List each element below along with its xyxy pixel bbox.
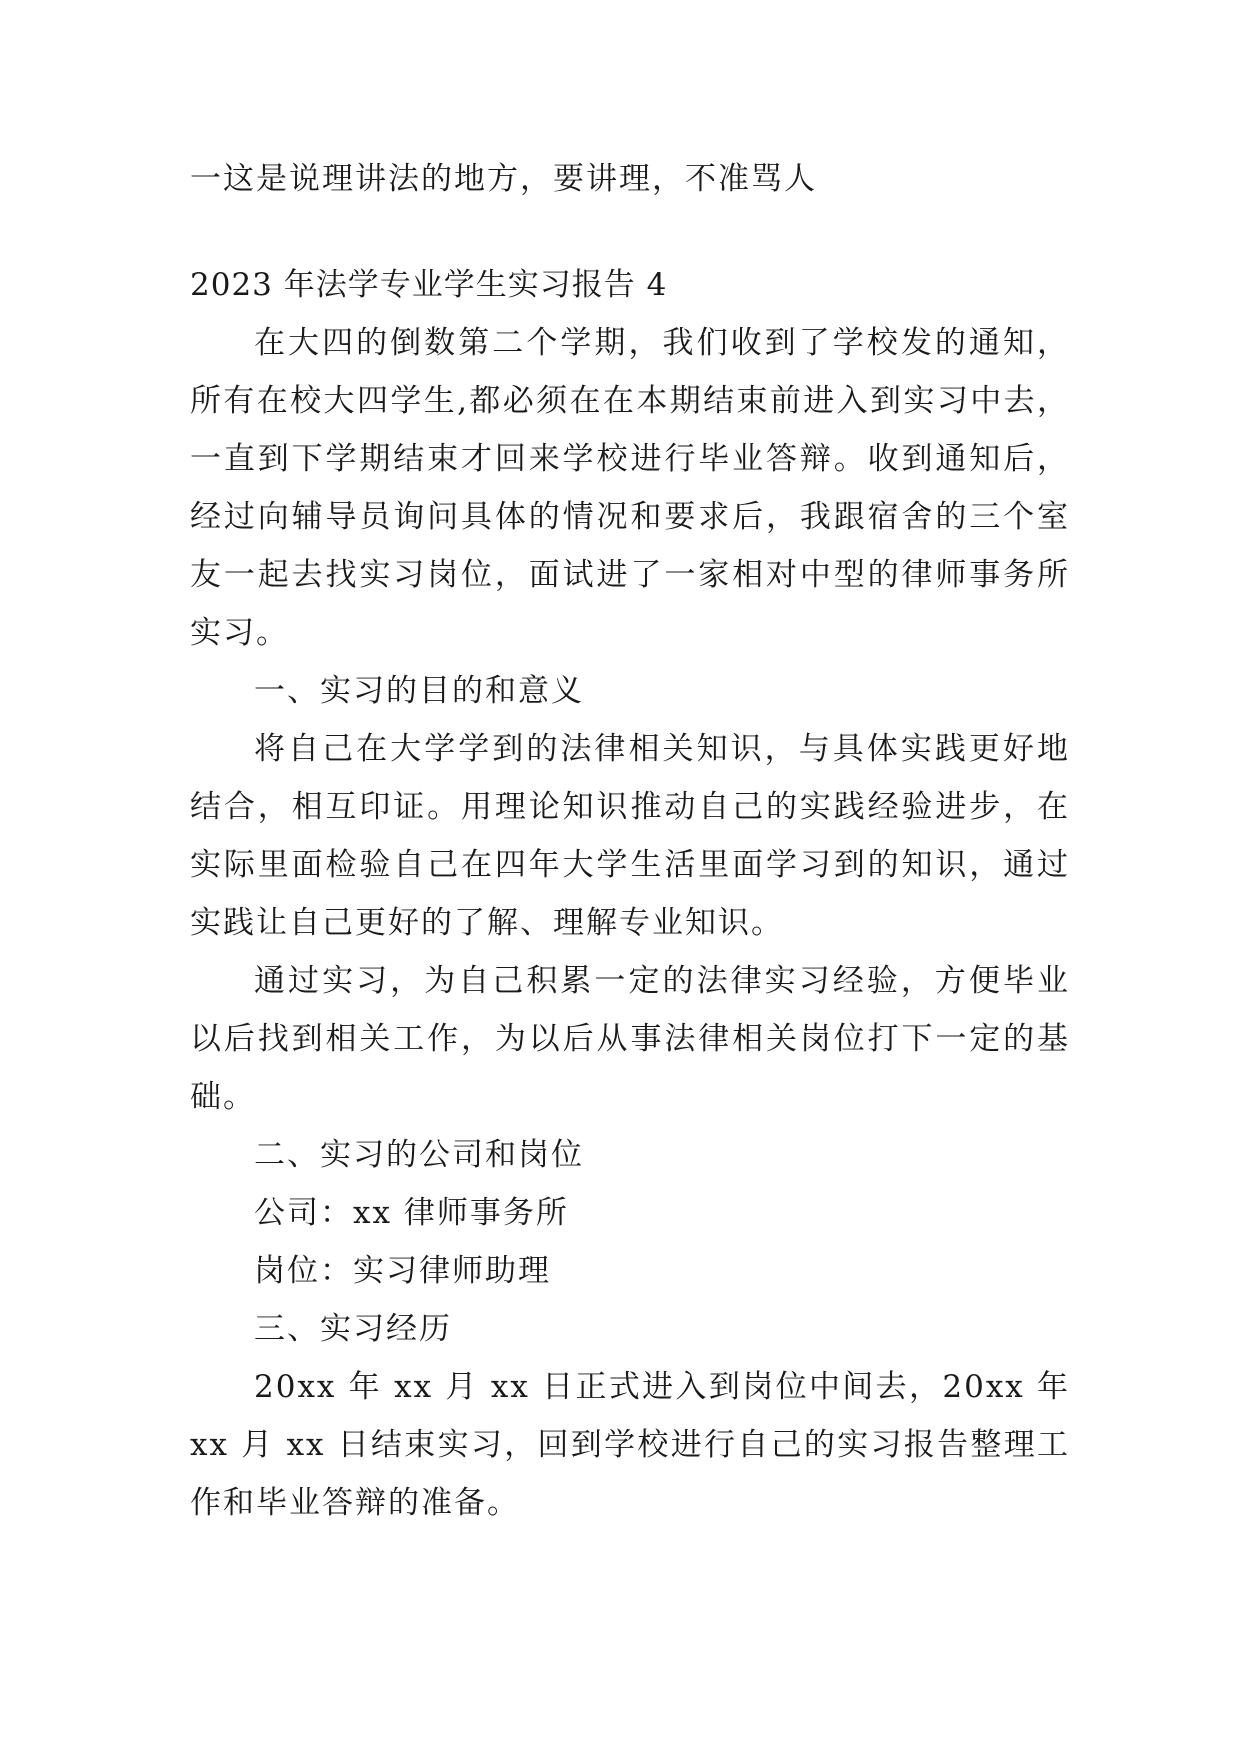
purpose-paragraph-1: 将自己在大学学到的法律相关知识，与具体实践更好地结合，相互印证。用理论知识推动自己的实践经验进步，在实际里面检验自己在四年大学生活里面学习到的知识，通过实践让自己更好的了解、理解专业知识。: [190, 731, 1070, 941]
purpose-paragraph-2: 通过实习，为自己积累一定的法律实习经验，方便毕业以后找到相关工作，为以后从事法律相关岗位打下一定的基础。: [190, 963, 1070, 1115]
experience-paragraph: 20xx 年 xx 月 xx 日正式进入到岗位中间去，20xx 年 xx 月 xx 日结束实习，回到学校进行自己的实习报告整理工作和毕业答辩的准备。: [190, 1369, 1070, 1521]
intro-paragraph: 在大四的倒数第二个学期，我们收到了学校发的通知，所有在校大四学生,都必须在在本期结束前进入到实习中去，一直到下学期结束才回来学校进行毕业答辩。收到通知后，经过向辅导员询问具体的情况和要求后，我跟宿舍的三个室友一起去找实习岗位，面试进了一家相对中型的律师事务所实习。: [190, 325, 1070, 651]
section-heading-experience: 三、实习经历: [254, 1311, 452, 1347]
section-heading-purpose: 一、实习的目的和意义: [254, 673, 584, 709]
document-body: [190, 150, 1070, 1532]
report-title: 2023 年法学专业学生实习报告 4: [190, 267, 668, 303]
position-line: 岗位：实习律师助理: [254, 1253, 551, 1289]
company-line: 公司：xx 律师事务所: [254, 1195, 569, 1231]
section-heading-company: 二、实习的公司和岗位: [254, 1137, 584, 1173]
lead-line: 一这是说理讲法的地方，要讲理，不准骂人: [190, 161, 817, 197]
